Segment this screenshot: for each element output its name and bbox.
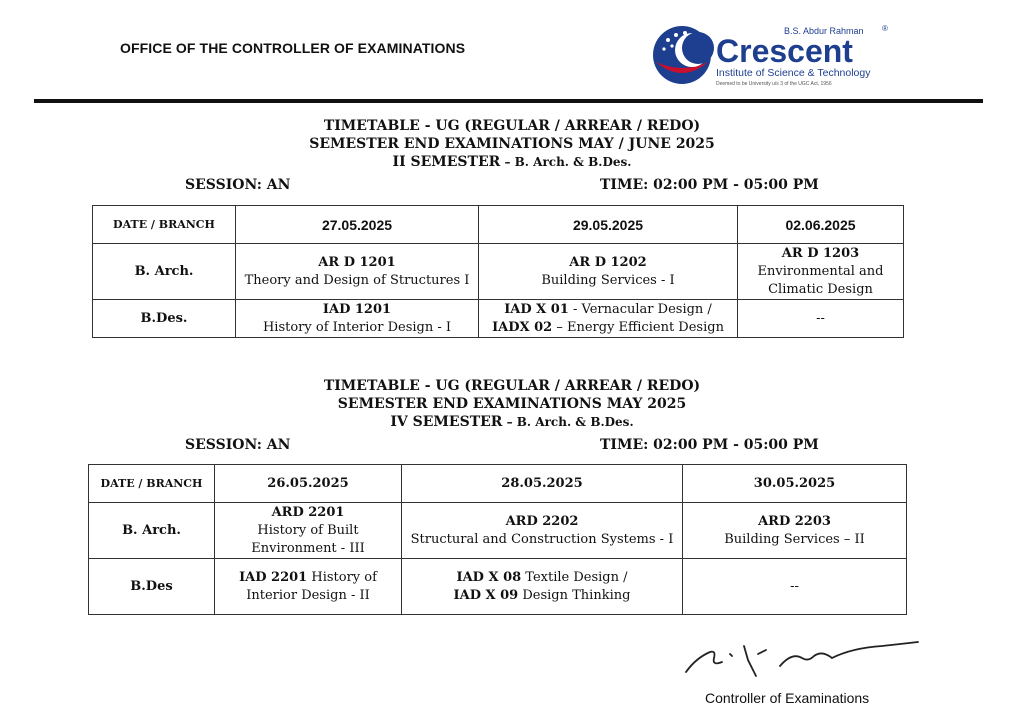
t1-title3: II SEMESTER – B. Arch. & B.Des.	[392, 154, 632, 170]
t2-cell: ARD 2202 Structural and Construction Systems - I	[402, 503, 683, 559]
t2-cell: ARD 2201 History of Built Environment - III	[215, 503, 402, 559]
t2-branch-arch: B. Arch.	[89, 503, 215, 559]
timetable1	[92, 205, 904, 338]
t2-head: DATE / BRANCH	[89, 465, 215, 503]
crescent-logo	[652, 22, 892, 88]
table-row	[89, 465, 907, 503]
t1-session: SESSION: AN	[185, 177, 291, 193]
t2-session: SESSION: AN	[185, 437, 291, 453]
t1-time: TIME: 02:00 PM - 05:00 PM	[600, 177, 819, 193]
t1-cell: IAD X 01 - Vernacular Design / IADX 02 – Energy Efficient Design	[479, 300, 738, 338]
logo-tiny: Deemed to be University u/s 3 of the UGC Act, 1956	[716, 81, 832, 87]
t2-cell: --	[683, 559, 907, 615]
t1-head: DATE / BRANCH	[93, 206, 236, 244]
t2-cell: IAD X 08 Textile Design / IAD X 09 Design Thinking	[402, 559, 683, 615]
t1-cell: AR D 1201 Theory and Design of Structures I	[236, 244, 479, 300]
timetable1-header	[0, 117, 1024, 171]
t1-title1: TIMETABLE - UG (REGULAR / ARREAR / REDO)	[323, 118, 701, 134]
signature	[682, 636, 922, 682]
timetable2	[88, 464, 907, 615]
logo-reg: ®	[882, 24, 888, 33]
t1-cell: AR D 1202 Building Services - I	[479, 244, 738, 300]
t1-cell: IAD 1201 History of Interior Design - I	[236, 300, 479, 338]
logo-name: Crescent	[716, 33, 853, 69]
t2-date-1: 26.05.2025	[215, 465, 402, 503]
t2-date-2: 28.05.2025	[402, 465, 683, 503]
timetable2-header	[0, 377, 1024, 431]
table-row	[89, 503, 907, 559]
controller-label: Controller of Examinations	[705, 690, 870, 706]
t1-branch-des: B.Des.	[93, 300, 236, 338]
t1-title2: SEMESTER END EXAMINATIONS MAY / JUNE 2025	[309, 136, 715, 152]
t2-cell: IAD 2201 History of Interior Design - II	[215, 559, 402, 615]
t2-branch-des: B.Des	[89, 559, 215, 615]
t1-branch-arch: B. Arch.	[93, 244, 236, 300]
t2-title2: SEMESTER END EXAMINATIONS MAY 2025	[337, 396, 687, 412]
t1-cell: --	[738, 300, 904, 338]
t1-date-3: 02.06.2025	[738, 206, 904, 244]
t2-time: TIME: 02:00 PM - 05:00 PM	[600, 437, 819, 453]
table-row	[93, 206, 904, 244]
logo-top-text: B.S. Abdur Rahman	[784, 26, 864, 36]
table-row	[93, 244, 904, 300]
t2-title1: TIMETABLE - UG (REGULAR / ARREAR / REDO)	[323, 378, 701, 394]
t2-title3: IV SEMESTER – B. Arch. & B.Des.	[390, 414, 634, 430]
logo-subtitle: Institute of Science & Technology	[716, 67, 871, 79]
t1-cell: AR D 1203 Environmental and Climatic Design	[738, 244, 904, 300]
t2-date-3: 30.05.2025	[683, 465, 907, 503]
header-rule	[34, 99, 983, 103]
t1-date-1: 27.05.2025	[236, 206, 479, 244]
t1-date-2: 29.05.2025	[479, 206, 738, 244]
table-row	[93, 300, 904, 338]
t2-cell: ARD 2203 Building Services – II	[683, 503, 907, 559]
office-title: OFFICE OF THE CONTROLLER OF EXAMINATIONS	[120, 40, 466, 56]
table-row	[89, 559, 907, 615]
